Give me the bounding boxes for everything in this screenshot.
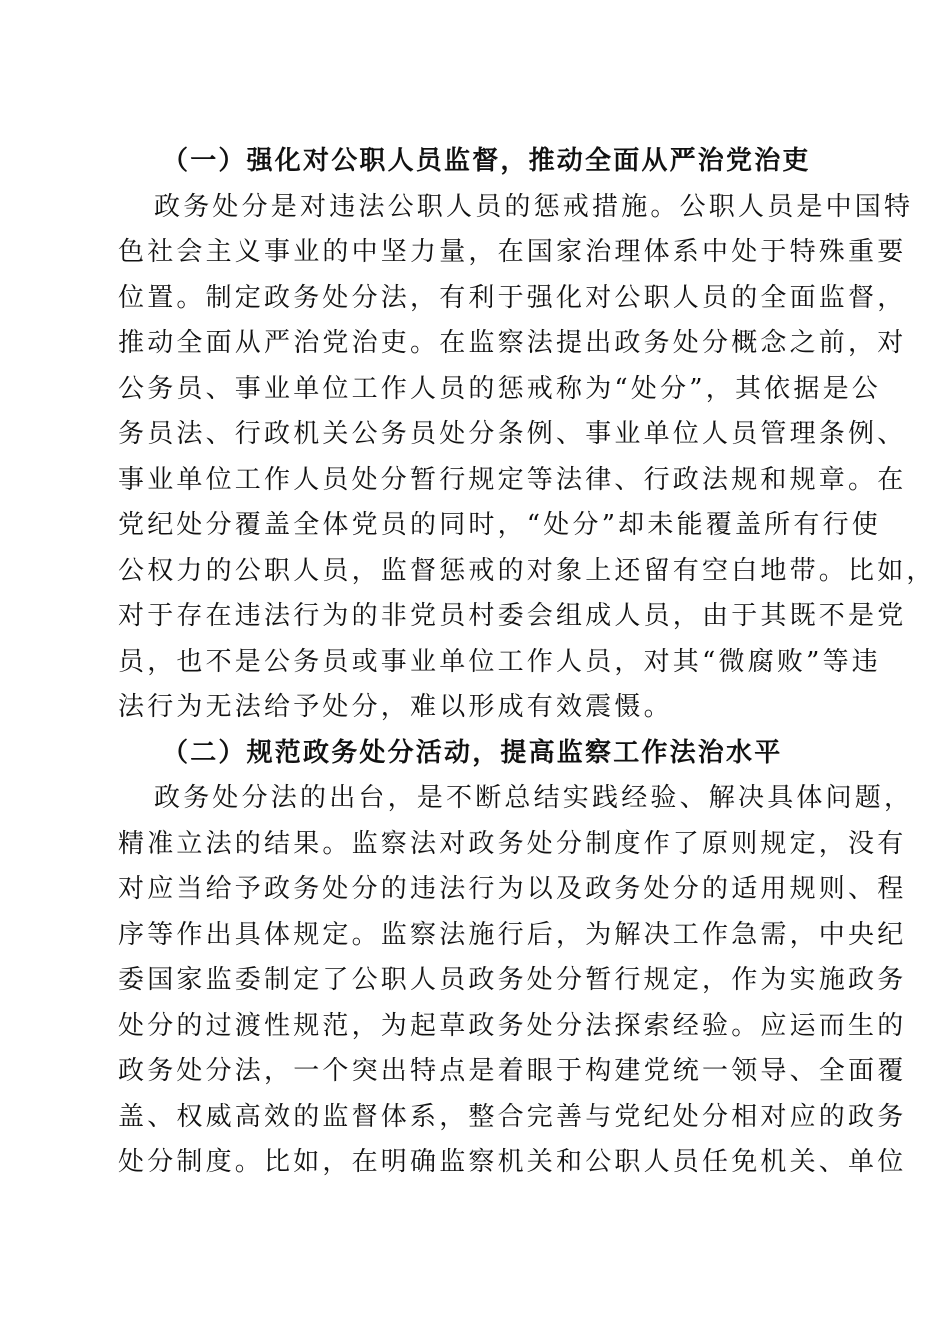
paragraph-line: 党纪处分覆盖全体党员的同时，“处分”却未能覆盖所有行使 [118, 510, 881, 540]
paragraph-line: 盖、权威高效的监督体系，整合完善与党纪处分相对应的政务 [118, 1101, 907, 1132]
section-heading-2: （二）规范政务处分活动，提高监察工作法治水平 [162, 737, 783, 768]
paragraph-line: 位置。制定政务处分法，有利于强化对公职人员的全面监督， [118, 282, 907, 313]
section-heading-1: （一）强化对公职人员监督，推动全面从严治党治吏 [162, 146, 811, 176]
paragraph-line: 公务员、事业单位工作人员的惩戒称为“处分”，其依据是公 [118, 373, 881, 404]
paragraph-line: 序等作出具体规定。监察法施行后，为解决工作急需，中央纪 [118, 919, 907, 950]
paragraph-line: 推动全面从严治党治吏。在监察法提出政务处分概念之前，对 [118, 328, 907, 358]
paragraph-line: 委国家监委制定了公职人员政务处分暂行规定，作为实施政务 [118, 965, 907, 995]
paragraph-line: 对于存在违法行为的非党员村委会组成人员，由于其既不是党 [118, 601, 907, 631]
paragraph-line: 政务处分是对违法公职人员的惩戒措施。公职人员是中国特 [154, 191, 914, 222]
paragraph-line: 公权力的公职人员，监督惩戒的对象上还留有空白地带。比如， [118, 555, 936, 586]
paragraph-line: 处分的过渡性规范，为起草政务处分法探索经验。应运而生的 [118, 1010, 907, 1041]
paragraph-line: 处分制度。比如，在明确监察机关和公职人员任免机关、单位 [118, 1147, 907, 1177]
paragraph-line: 员，也不是公务员或事业单位工作人员，对其“微腐败”等违 [118, 646, 881, 677]
paragraph-line: 政务处分法，一个突出特点是着眼于构建党统一领导、全面覆 [118, 1056, 907, 1086]
paragraph-line: 色社会主义事业的中坚力量，在国家治理体系中处于特殊重要 [118, 237, 907, 267]
paragraph-line: 政务处分法的出台，是不断总结实践经验、解决具体问题， [154, 783, 914, 813]
document-body [118, 139, 936, 1186]
paragraph-line: 务员法、行政机关公务员处分条例、事业单位人员管理条例、 [118, 419, 907, 449]
paragraph-line: 精准立法的结果。监察法对政务处分制度作了原则规定，没有 [118, 828, 907, 859]
paragraph-line: 事业单位工作人员处分暂行规定等法律、行政法规和规章。在 [118, 464, 907, 495]
paragraph-line: 对应当给予政务处分的违法行为以及政务处分的适用规则、程 [118, 874, 907, 904]
paragraph-line: 法行为无法给予处分，难以形成有效震慑。 [118, 692, 673, 722]
